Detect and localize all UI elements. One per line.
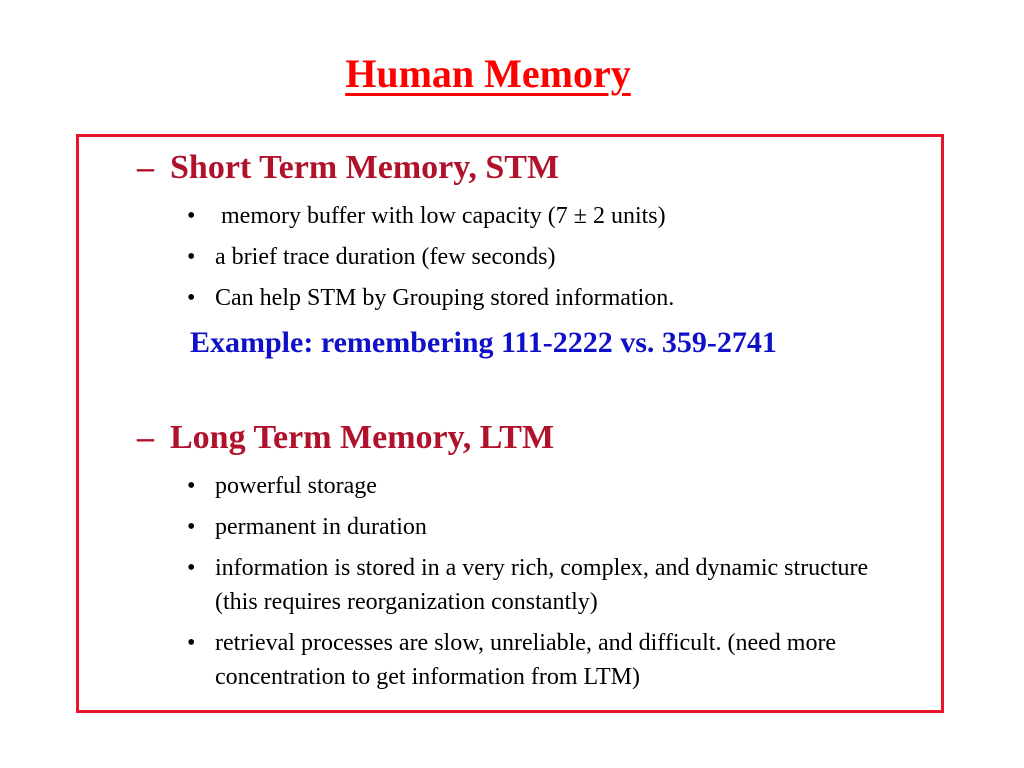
ltm-item-1-text: powerful storage bbox=[215, 473, 377, 499]
ltm-item-1 bbox=[185, 469, 875, 503]
stm-item-1 bbox=[185, 199, 885, 233]
stm-heading-row bbox=[137, 148, 559, 188]
stm-example: Example: remembering 111-2222 vs. 359-2741 bbox=[190, 326, 777, 359]
bullet-icon: • bbox=[187, 203, 196, 229]
bullet-icon: • bbox=[187, 244, 196, 270]
bullet-icon: • bbox=[187, 555, 196, 581]
bullet-icon: • bbox=[187, 473, 196, 499]
stm-heading: Short Term Memory, STM bbox=[170, 149, 560, 186]
ltm-item-4 bbox=[185, 626, 875, 694]
ltm-item-3-text: information is stored in a very rich, complex, and dynamic structure (this requires reorganization constantly) bbox=[215, 555, 869, 615]
ltm-item-2-text: permanent in duration bbox=[215, 514, 427, 540]
stm-item-2 bbox=[185, 240, 885, 274]
ltm-item-4-text: retrieval processes are slow, unreliable, and difficult. (need more concentration to get information from LTM) bbox=[215, 630, 837, 690]
ltm-bullet-list bbox=[185, 469, 875, 694]
bullet-icon: • bbox=[187, 514, 196, 540]
stm-dash: – bbox=[137, 149, 154, 186]
ltm-item-3 bbox=[185, 551, 875, 619]
stm-item-2-text: a brief trace duration (few seconds) bbox=[215, 244, 556, 270]
ltm-heading: Long Term Memory, LTM bbox=[170, 419, 555, 456]
ltm-dash: – bbox=[137, 419, 154, 456]
stm-item-3-text: Can help STM by Grouping stored information. bbox=[215, 285, 675, 311]
ltm-heading-row bbox=[137, 418, 554, 458]
bullet-icon: • bbox=[187, 285, 196, 311]
stm-item-3 bbox=[185, 281, 885, 315]
stm-item-1-text: memory buffer with low capacity (7 ± 2 units) bbox=[215, 203, 666, 229]
slide-title: Human Memory bbox=[345, 51, 631, 96]
bullet-icon: • bbox=[187, 630, 196, 656]
stm-bullet-list bbox=[185, 199, 885, 315]
ltm-item-2 bbox=[185, 510, 875, 544]
